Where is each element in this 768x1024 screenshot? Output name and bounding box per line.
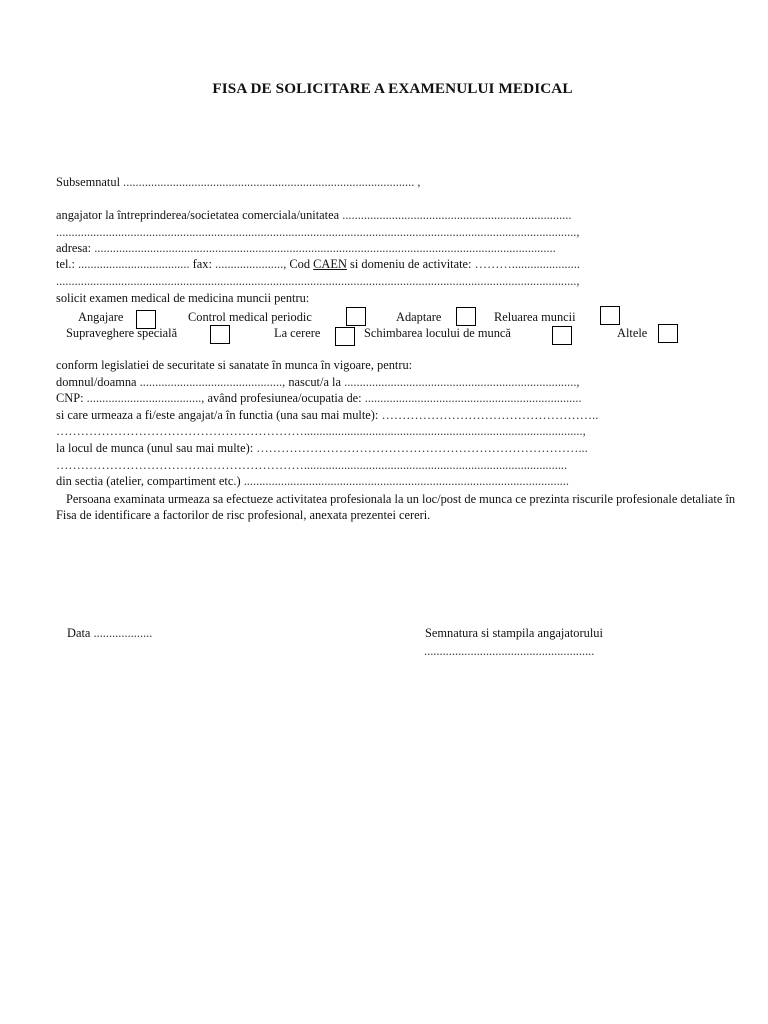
- adresa-field[interactable]: .....................................................................................................................................................: [94, 241, 556, 255]
- checkbox-schimbarea[interactable]: [552, 326, 572, 345]
- checkbox-label-la-cerere: La cerere: [274, 326, 321, 340]
- checkbox-la-cerere[interactable]: [335, 327, 355, 346]
- functia-continuation-field[interactable]: ……………………………………………………..........................................................................................,: [56, 424, 586, 438]
- risc-paragraph: Persoana examinata urmeaza sa efectueze activitatea profesionala la un loc/post de munca ce prezinta riscurile profesionale detaliate în Fisa de identificare a factorilor de risc profesional, anexata prezentei cereri.: [56, 492, 736, 522]
- locul-label: la locul de munca (unul sau mai multe):: [56, 441, 254, 455]
- domeniu-label: si domeniu de activitate:: [350, 257, 472, 271]
- cnp-label: CNP:: [56, 391, 84, 405]
- locul-continuation-field[interactable]: …………………………………………………….....................................................................................: [56, 458, 568, 472]
- nascut-label: nascut/a la: [288, 375, 341, 389]
- checkbox-label-supraveghere: Supraveghere specială: [66, 326, 178, 340]
- checkbox-supraveghere[interactable]: [210, 325, 230, 344]
- functia-line: [56, 409, 598, 421]
- tel-field[interactable]: ....................................: [78, 257, 190, 271]
- checkbox-label-altele: Altele: [617, 326, 648, 340]
- avand-label: având profesiunea/ocupatia de:: [207, 391, 362, 405]
- nascut-field[interactable]: ...........................................................................,: [344, 375, 580, 389]
- checkbox-reluarea-muncii[interactable]: [600, 306, 620, 325]
- checkbox-label-angajare: Angajare: [78, 310, 124, 324]
- locul-field[interactable]: ……………………………………………………………………...: [256, 441, 588, 455]
- domeniu-field[interactable]: ………......................: [474, 257, 580, 271]
- subsemnatul-field[interactable]: .............................................................................................. ,: [123, 175, 421, 189]
- fax-label: fax:: [192, 257, 212, 271]
- angajator-field[interactable]: ..........................................................................: [342, 208, 572, 222]
- semnatura-field[interactable]: .......................................................: [424, 644, 595, 658]
- checkbox-altele[interactable]: [658, 324, 678, 343]
- tel-label: tel.:: [56, 257, 75, 271]
- page-title: FISA DE SOLICITARE A EXAMENULUI MEDICAL: [212, 80, 573, 97]
- cod-label: Cod: [289, 257, 311, 271]
- avand-field[interactable]: ......................................................................: [364, 391, 582, 405]
- contact-line: [56, 258, 580, 270]
- adresa-line: [56, 242, 556, 254]
- angajator-line: [56, 209, 571, 221]
- sectia-label: din sectia (atelier, compartiment etc.): [56, 474, 241, 488]
- domeniu-continuation-field[interactable]: ........................................................................................................................................................................,: [56, 274, 580, 288]
- checkbox-label-schimbarea: Schimbarea locului de muncă: [364, 326, 511, 340]
- domnul-line: [56, 376, 580, 388]
- caen-label: CAEN: [313, 257, 347, 271]
- checkbox-label-adaptare: Adaptare: [396, 310, 442, 324]
- sectia-line: [56, 475, 569, 487]
- solicit-label: solicit examen medical de medicina muncii pentru:: [56, 291, 310, 305]
- cnp-field[interactable]: .....................................,: [86, 391, 205, 405]
- checkbox-label-control-periodic: Control medical periodic: [188, 310, 312, 324]
- angajator-continuation-field[interactable]: ........................................................................................................................................................................,: [56, 225, 580, 239]
- data-field[interactable]: ...................: [93, 626, 153, 640]
- subsemnatul-label: Subsemnatul: [56, 175, 121, 189]
- subsemnatul-line: [56, 176, 421, 188]
- checkbox-label-reluarea-muncii: Reluarea muncii: [494, 310, 576, 324]
- locul-line: [56, 442, 588, 454]
- sectia-field[interactable]: .........................................................................................................: [243, 474, 569, 488]
- domnul-label: domnul/doamna: [56, 375, 137, 389]
- data-label: Data: [67, 626, 91, 640]
- functia-label: si care urmeaza a fi/este angajat/a în functia (una sau mai multe):: [56, 408, 379, 422]
- semnatura-label: Semnatura si stampila angajatorului: [425, 626, 603, 640]
- domnul-field[interactable]: ..............................................,: [139, 375, 286, 389]
- cnp-line: [56, 392, 582, 404]
- angajator-label: angajator la întreprinderea/societatea comerciala/unitatea: [56, 208, 340, 222]
- checkbox-adaptare[interactable]: [456, 307, 476, 326]
- functia-field[interactable]: ……………………………………………..: [381, 408, 599, 422]
- fax-field[interactable]: ......................,: [215, 257, 287, 271]
- checkbox-control-periodic[interactable]: [346, 307, 366, 326]
- data-line: [67, 627, 152, 639]
- conform-label: conform legislatiei de securitate si sanatate în munca în vigoare, pentru:: [56, 358, 413, 372]
- adresa-label: adresa:: [56, 241, 92, 255]
